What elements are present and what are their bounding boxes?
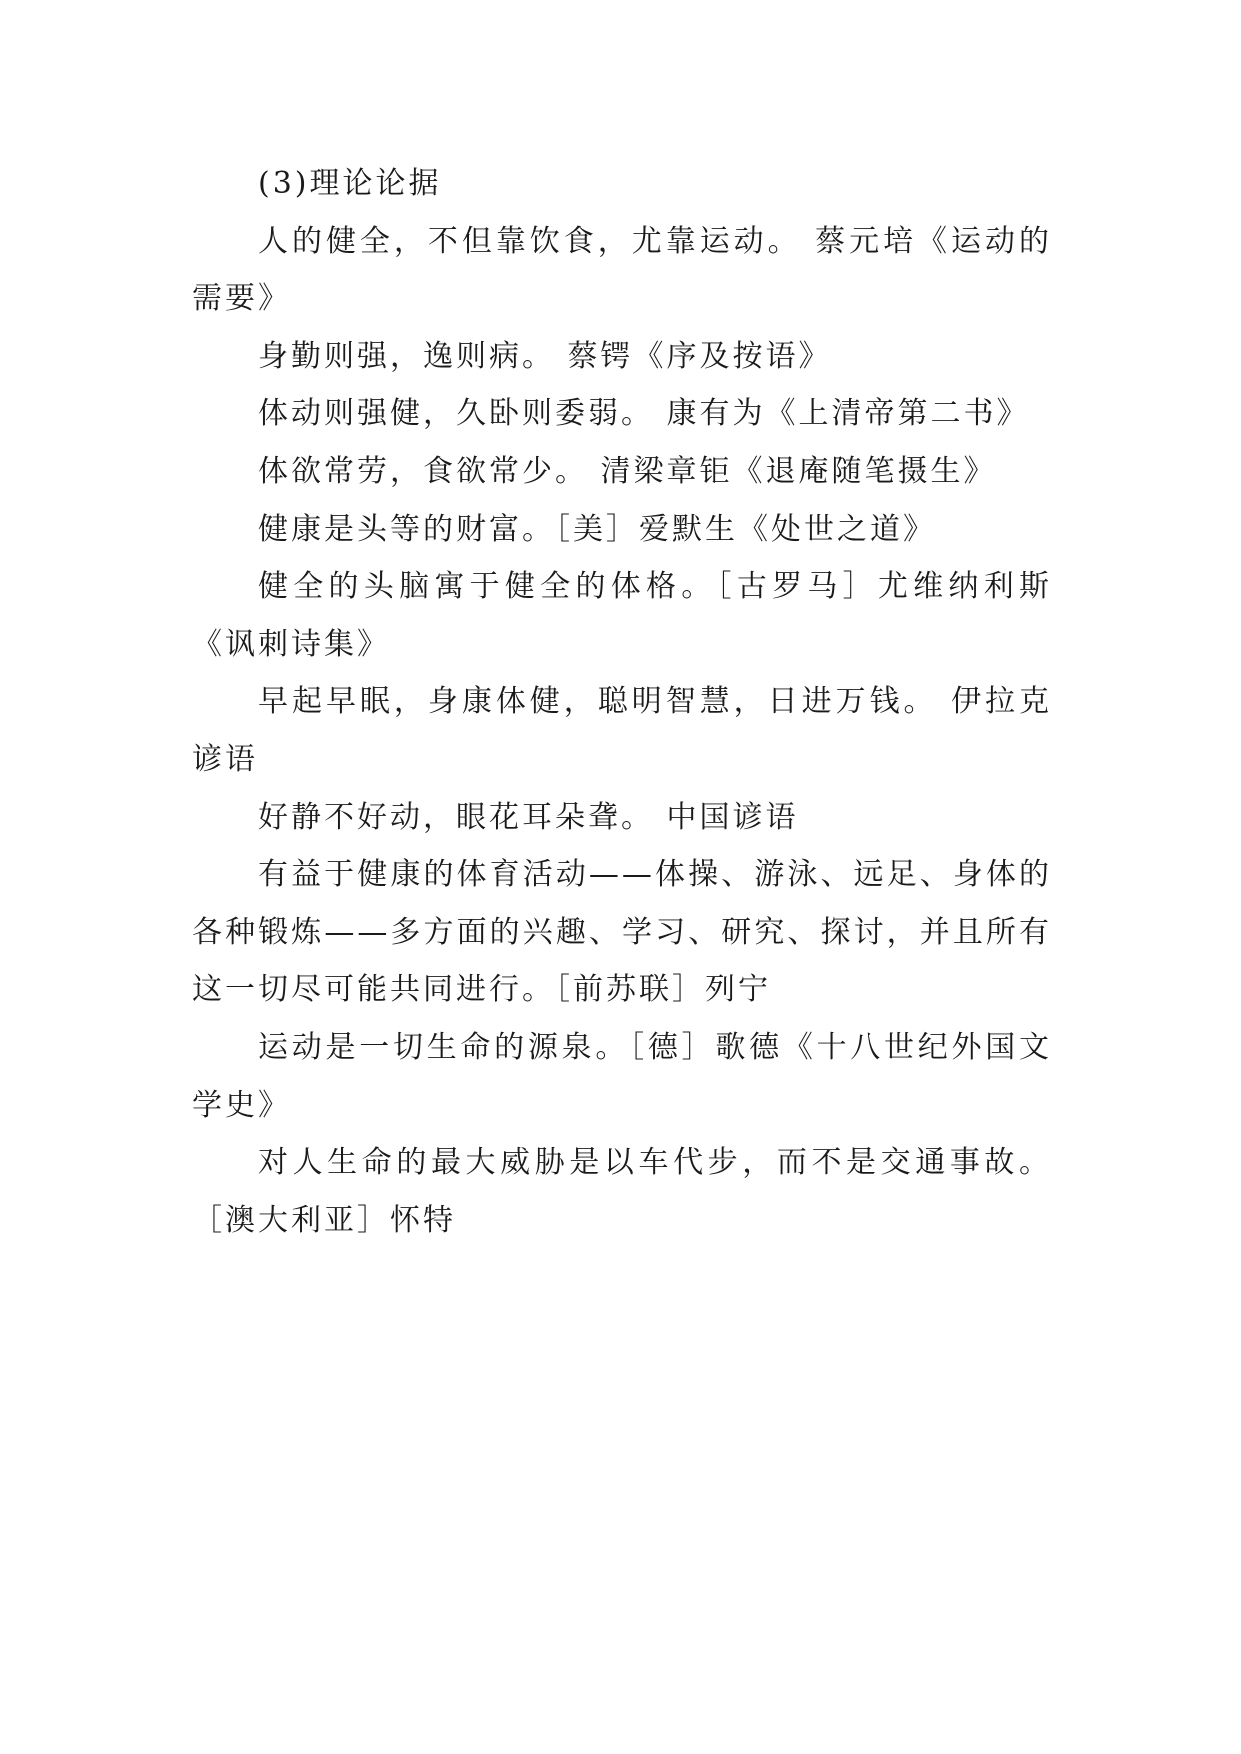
quote-paragraph: 早起早眠，身康体健，聪明智慧，日进万钱。 伊拉克谚语 [192,684,1052,777]
quote-paragraph: 健康是头等的财富。［美］爱默生《处世之道》 [258,511,936,547]
quote-paragraph: 体欲常劳，食欲常少。 清梁章钜《退庵随笔摄生》 [258,453,997,489]
quote-paragraph: 对人生命的最大威胁是以车代步，而不是交通事故。［澳大利亚］怀特 [192,1145,1052,1238]
section-heading: (3)理论论据 [258,166,442,201]
quote-paragraph: 好静不好动，眼花耳朵聋。 中国谚语 [258,799,799,835]
quote-paragraph: 人的健全，不但靠饮食，尤靠运动。 蔡元培《运动的需要》 [192,223,1052,317]
quote-paragraph: 有益于健康的体育活动——体操、游泳、远足、身体的各种锻炼——多方面的兴趣、学习、研究、探讨，并且所有这一切尽可能共同进行。［前苏联］列宁 [192,857,1052,1008]
quote-paragraph: 体动则强健，久卧则委弱。 康有为《上清帝第二书》 [258,396,1030,432]
quote-paragraph: 健全的头脑寓于健全的体格。［古罗马］尤维纳利斯《讽刺诗集》 [192,569,1052,662]
document-body [192,155,1052,1249]
quote-paragraph: 运动是一切生命的源泉。［德］歌德《十八世纪外国文学史》 [192,1029,1052,1123]
quote-paragraph: 身勤则强，逸则病。 蔡锷《序及按语》 [258,338,832,374]
